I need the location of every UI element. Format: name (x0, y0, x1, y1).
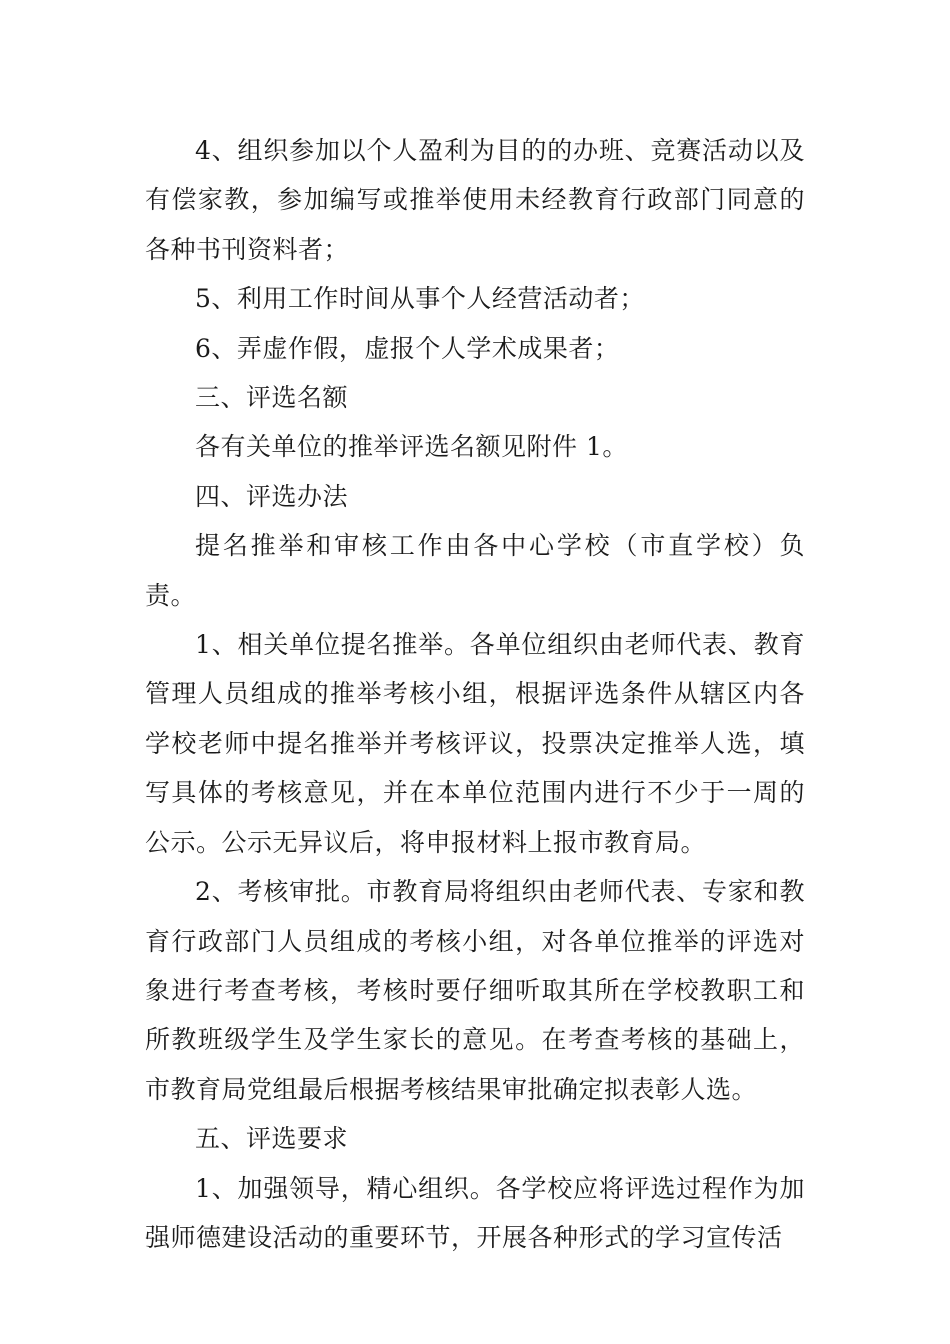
section-heading-quota: 三、评选名额 (195, 383, 349, 413)
paragraph-item-5: 5、利用工作时间从事个人经营活动者； (195, 284, 645, 314)
section-heading-method: 四、评选办法 (195, 481, 349, 511)
paragraph-requirements-1: 1、加强领导，精心组织。各学校应将评选过程作为加强师德建设活动的重要环节，开展各种形式的学习宣传活 (145, 1173, 805, 1252)
paragraph-item-6: 6、弄虚作假，虚报个人学术成果者； (195, 333, 620, 363)
paragraph-method-2: 2、考核审批。市教育局将组织由老师代表、专家和教育行政部门人员组成的考核小组，对各单位推举的评选对象进行考查考核，考核时要仔细听取其所在学校教职工和所教班级学生及学生家长的意见。在考查考核的基础上，市教育局党组最后根据考核结果审批确定拟表彰人选。 (145, 877, 805, 1104)
paragraph-method-intro: 提名推举和审核工作由各中心学校（市直学校）负责。 (145, 531, 805, 610)
document-body (145, 126, 805, 1262)
section-heading-requirements: 五、评选要求 (195, 1124, 349, 1154)
paragraph-item-4: 4、组织参加以个人盈利为目的的办班、竞赛活动以及有偿家教，参加编写或推举使用未经教育行政部门同意的各种书刊资料者； (145, 136, 805, 264)
paragraph-method-1: 1、相关单位提名推举。各单位组织由老师代表、教育管理人员组成的推举考核小组，根据评选条件从辖区内各学校老师中提名推举并考核评议，投票决定推举人选，填写具体的考核意见，并在本单位范围内进行不少于一周的公示。公示无异议后，将申报材料上报市教育局。 (145, 630, 805, 857)
paragraph-quota: 各有关单位的推举评选名额见附件 1。 (195, 432, 628, 462)
